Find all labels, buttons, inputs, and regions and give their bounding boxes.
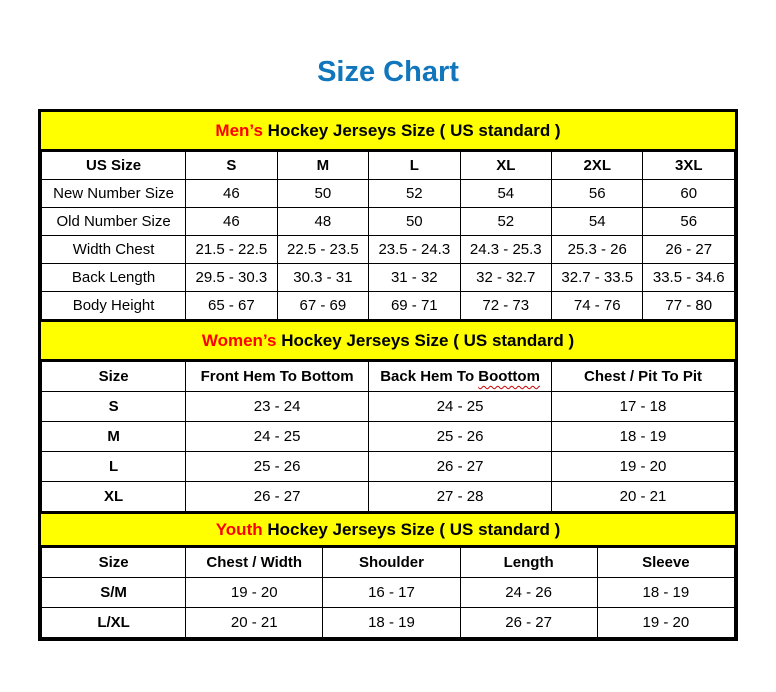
table-cell: 32.7 - 33.5	[552, 264, 643, 292]
column-header: Chest / Pit To Pit	[552, 362, 735, 392]
table-cell: 52	[369, 180, 460, 208]
row-label: New Number Size	[42, 180, 186, 208]
table-cell: 74 - 76	[552, 292, 643, 320]
table-cell: 25.3 - 26	[552, 236, 643, 264]
column-header: Chest / Width	[186, 548, 323, 578]
table-cell: 19 - 20	[186, 578, 323, 608]
table-cell: 54	[460, 180, 551, 208]
table-cell: 29.5 - 30.3	[186, 264, 277, 292]
table-cell: 24.3 - 25.3	[460, 236, 551, 264]
table-cell: 20 - 21	[552, 482, 735, 512]
table-cell: 25 - 26	[369, 422, 552, 452]
table-cell: 46	[186, 180, 277, 208]
column-header: Back Hem To Boottom	[369, 362, 552, 392]
mens-section-title-rest: Hockey Jerseys Size ( US standard )	[262, 121, 561, 140]
table-cell: 30.3 - 31	[277, 264, 368, 292]
table-cell: 22.5 - 23.5	[277, 236, 368, 264]
womens-section-header	[41, 320, 735, 361]
mens-section-highlight: Men’s	[215, 121, 263, 140]
row-label: Body Height	[42, 292, 186, 320]
table-row	[42, 208, 735, 236]
mens-section-header	[41, 112, 735, 151]
mens-size-table	[41, 151, 735, 320]
youth-section-header	[41, 512, 735, 547]
row-label: Back Length	[42, 264, 186, 292]
column-header: US Size	[42, 152, 186, 180]
row-label: XL	[42, 482, 186, 512]
table-cell: 54	[552, 208, 643, 236]
table-cell: 18 - 19	[597, 578, 734, 608]
table-row	[42, 236, 735, 264]
womens-section-title-rest: Hockey Jerseys Size ( US standard )	[276, 331, 575, 350]
column-header: 2XL	[552, 152, 643, 180]
table-cell: 32 - 32.7	[460, 264, 551, 292]
column-header: XL	[460, 152, 551, 180]
table-cell: 77 - 80	[643, 292, 735, 320]
table-cell: 33.5 - 34.6	[643, 264, 735, 292]
column-header: Shoulder	[323, 548, 460, 578]
row-label: Old Number Size	[42, 208, 186, 236]
table-cell: 56	[552, 180, 643, 208]
table-cell: 67 - 69	[277, 292, 368, 320]
table-cell: 60	[643, 180, 735, 208]
womens-size-section	[41, 320, 735, 512]
table-cell: 52	[460, 208, 551, 236]
table-row	[42, 482, 735, 512]
row-label: M	[42, 422, 186, 452]
table-row	[42, 578, 735, 608]
header-row	[42, 152, 735, 180]
misspelled-word: Boottom	[478, 368, 540, 385]
table-row	[42, 264, 735, 292]
youth-section-title-rest: Hockey Jerseys Size ( US standard )	[262, 520, 561, 539]
table-cell: 18 - 19	[323, 608, 460, 638]
header-row	[42, 548, 735, 578]
table-row	[42, 608, 735, 638]
row-label: S/M	[42, 578, 186, 608]
column-header: Size	[42, 548, 186, 578]
table-cell: 17 - 18	[552, 392, 735, 422]
row-label: L/XL	[42, 608, 186, 638]
page-title: Size Chart	[317, 56, 459, 88]
table-cell: 31 - 32	[369, 264, 460, 292]
header-row	[42, 362, 735, 392]
table-cell: 26 - 27	[460, 608, 597, 638]
mens-size-section	[41, 112, 735, 320]
row-label: L	[42, 452, 186, 482]
column-header: S	[186, 152, 277, 180]
table-cell: 50	[369, 208, 460, 236]
table-row	[42, 452, 735, 482]
table-cell: 24 - 25	[369, 392, 552, 422]
row-label: Width Chest	[42, 236, 186, 264]
column-header: Size	[42, 362, 186, 392]
size-chart	[38, 109, 738, 641]
column-header: Sleeve	[597, 548, 734, 578]
table-cell: 46	[186, 208, 277, 236]
table-cell: 20 - 21	[186, 608, 323, 638]
table-row	[42, 180, 735, 208]
table-cell: 23.5 - 24.3	[369, 236, 460, 264]
row-label: S	[42, 392, 186, 422]
table-cell: 21.5 - 22.5	[186, 236, 277, 264]
youth-section-highlight: Youth	[215, 520, 263, 539]
table-cell: 69 - 71	[369, 292, 460, 320]
table-row	[42, 422, 735, 452]
table-row	[42, 292, 735, 320]
table-cell: 24 - 25	[186, 422, 369, 452]
column-header: Front Hem To Bottom	[186, 362, 369, 392]
table-cell: 19 - 20	[597, 608, 734, 638]
youth-size-section	[41, 512, 735, 638]
table-cell: 26 - 27	[369, 452, 552, 482]
youth-size-table	[41, 547, 735, 638]
table-cell: 56	[643, 208, 735, 236]
womens-size-table	[41, 361, 735, 512]
table-cell: 26 - 27	[643, 236, 735, 264]
table-cell: 23 - 24	[186, 392, 369, 422]
table-row	[42, 392, 735, 422]
table-cell: 65 - 67	[186, 292, 277, 320]
table-cell: 25 - 26	[186, 452, 369, 482]
womens-section-highlight: Women’s	[201, 331, 277, 350]
table-cell: 27 - 28	[369, 482, 552, 512]
table-cell: 72 - 73	[460, 292, 551, 320]
table-cell: 48	[277, 208, 368, 236]
column-header: 3XL	[643, 152, 735, 180]
column-header: Length	[460, 548, 597, 578]
table-cell: 16 - 17	[323, 578, 460, 608]
table-cell: 26 - 27	[186, 482, 369, 512]
table-cell: 50	[277, 180, 368, 208]
column-header: M	[277, 152, 368, 180]
column-header: L	[369, 152, 460, 180]
table-cell: 24 - 26	[460, 578, 597, 608]
table-cell: 19 - 20	[552, 452, 735, 482]
table-cell: 18 - 19	[552, 422, 735, 452]
